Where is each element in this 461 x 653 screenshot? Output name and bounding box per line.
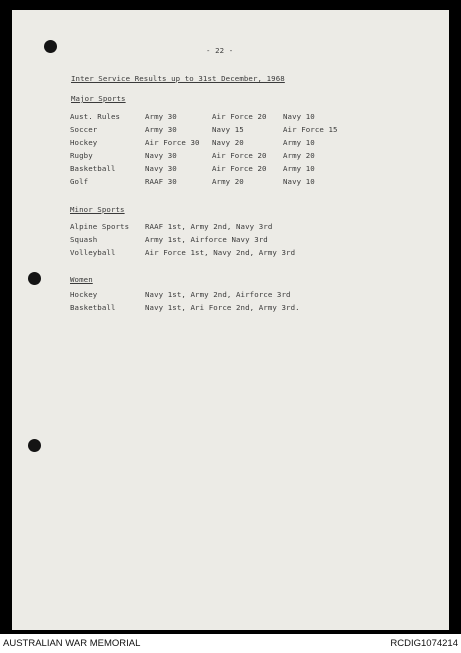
women-heading: Women	[70, 275, 93, 284]
third-result: Army 10	[283, 138, 315, 147]
punch-hole	[28, 439, 41, 452]
sport-name: Soccer	[70, 125, 98, 134]
sport-name: Basketball	[70, 164, 116, 173]
sport-name: Basketball	[70, 303, 116, 312]
sport-name: Hockey	[70, 290, 98, 299]
third-result: Navy 10	[283, 177, 315, 186]
sport-name: Squash	[70, 235, 98, 244]
sport-name: Aust. Rules	[70, 112, 121, 121]
first-result: Army 30	[145, 125, 177, 134]
sport-name: Alpine Sports	[70, 222, 130, 231]
footer-record-id: RCDIG1074214	[390, 638, 458, 649]
result-text: Air Force 1st, Navy 2nd, Army 3rd	[145, 248, 296, 257]
result-text: Navy 1st, Ari Force 2nd, Army 3rd.	[145, 303, 300, 312]
third-result: Navy 10	[283, 112, 315, 121]
result-text: RAAF 1st, Army 2nd, Navy 3rd	[145, 222, 273, 231]
major-sports-heading: Major Sports	[71, 94, 126, 103]
footer-institution: AUSTRALIAN WAR MEMORIAL	[3, 638, 141, 649]
second-result: Air Force 20	[212, 164, 267, 173]
first-result: Air Force 30	[145, 138, 200, 147]
second-result: Navy 20	[212, 138, 244, 147]
first-result: Army 30	[145, 112, 177, 121]
punch-hole	[28, 272, 41, 285]
page-number: - 22 -	[206, 46, 234, 55]
sport-name: Rugby	[70, 151, 93, 160]
third-result: Air Force 15	[283, 125, 338, 134]
sport-name: Volleyball	[70, 248, 116, 257]
document-title: Inter Service Results up to 31st December, 1968	[71, 74, 285, 83]
sport-name: Hockey	[70, 138, 98, 147]
second-result: Army 20	[212, 177, 244, 186]
third-result: Army 10	[283, 164, 315, 173]
punch-hole	[44, 40, 57, 53]
first-result: Navy 30	[145, 151, 177, 160]
archive-footer	[0, 634, 461, 653]
result-text: Navy 1st, Army 2nd, Airforce 3rd	[145, 290, 291, 299]
minor-sports-heading: Minor Sports	[70, 205, 125, 214]
document-page	[12, 10, 449, 630]
first-result: Navy 30	[145, 164, 177, 173]
result-text: Army 1st, Airforce Navy 3rd	[145, 235, 268, 244]
first-result: RAAF 30	[145, 177, 177, 186]
second-result: Air Force 20	[212, 112, 267, 121]
third-result: Army 20	[283, 151, 315, 160]
sport-name: Golf	[70, 177, 89, 186]
second-result: Navy 15	[212, 125, 244, 134]
second-result: Air Force 20	[212, 151, 267, 160]
